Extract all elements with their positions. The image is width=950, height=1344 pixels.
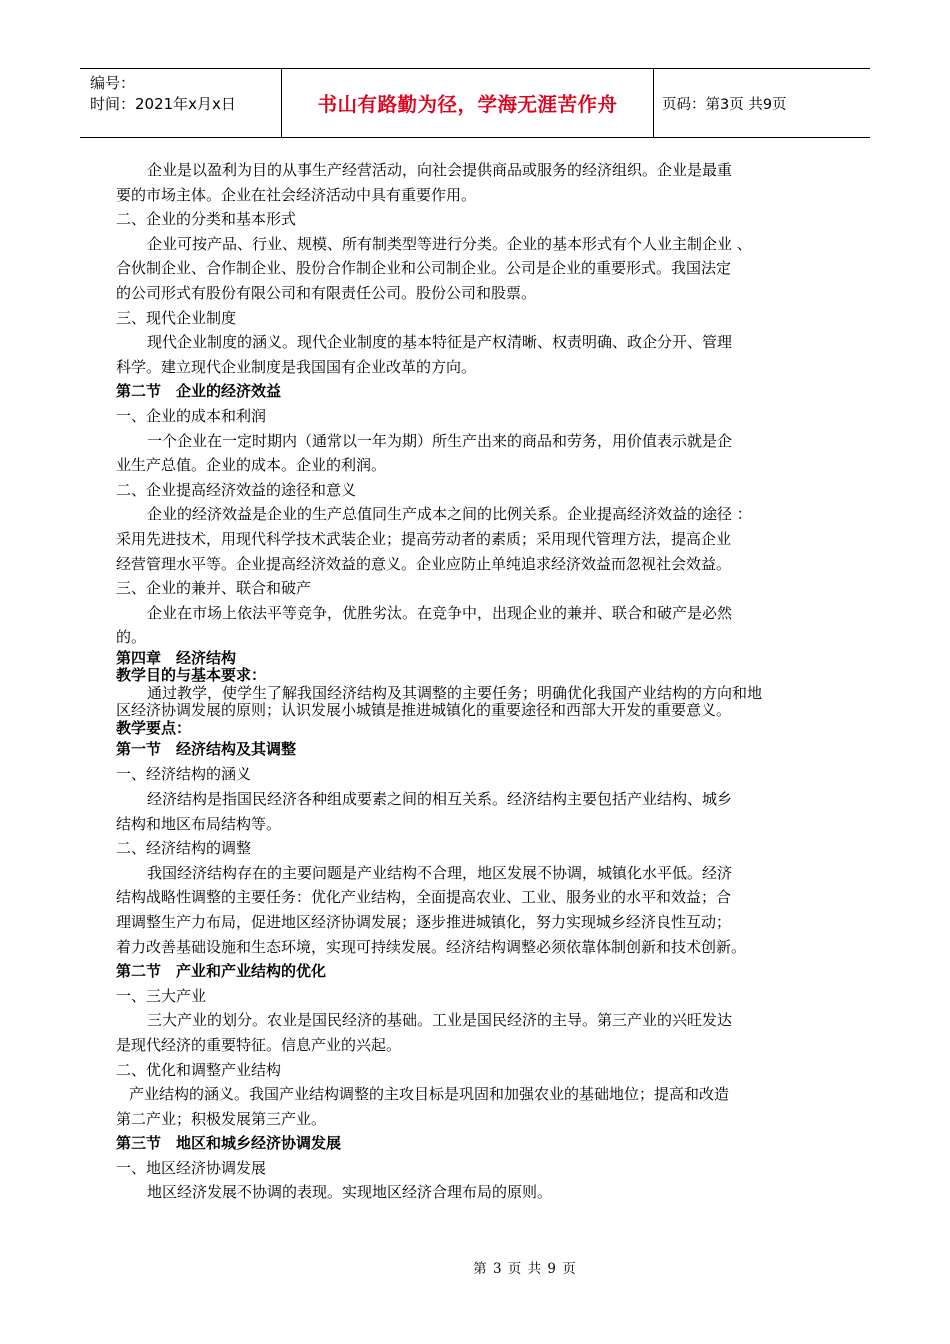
paragraph-line: 采用先进技术，用现代科学技术武装企业；提高劳动者的素质；采用现代管理方法，提高企业: [116, 529, 732, 548]
subheading: 一、三大产业: [116, 986, 207, 1005]
subheading: 一、企业的成本和利润: [116, 406, 267, 425]
header-motto: 书山有路勤为径，学海无涯苦作舟: [282, 69, 654, 137]
document-body: [116, 158, 846, 1205]
subheading: 二、优化和调整产业结构: [116, 1060, 282, 1079]
page-footer: 第 3 页 共 9 页: [473, 1261, 577, 1277]
paragraph-line: 企业的经济效益是企业的生产总值同生产成本之间的比例关系。企业提高经济效益的途径 ：: [147, 505, 752, 524]
subheading: 一、经济结构的涵义: [116, 765, 252, 784]
doc-date-label: 时间：2021年x月x日: [90, 95, 236, 113]
chapter-heading: 第四章 经济结构: [116, 648, 237, 667]
header-meta: [80, 69, 282, 137]
paragraph-line: 一个企业在一定时期内（通常以一年为期）所生产出来的商品和劳务，用价值表示就是企: [147, 431, 733, 450]
subheading: 二、企业的分类和基本形式: [116, 210, 297, 229]
paragraph-line: 科学。建立现代企业制度是我国国有企业改革的方向。: [116, 357, 477, 376]
paragraph-line: 通过教学，使学生了解我国经济结构及其调整的主要任务；明确优化我国产业结构的方向和地: [147, 683, 763, 702]
section-heading: 第二节 企业的经济效益: [116, 382, 282, 401]
subheading: 二、企业提高经济效益的途径和意义: [116, 480, 357, 499]
paragraph-line: 区经济协调发展的原则；认识发展小城镇是推进城镇化的重要途径和西部大开发的重要意义。: [116, 701, 732, 720]
subheading: 三、现代企业制度: [116, 308, 237, 327]
paragraph-line: 合伙制企业、合作制企业、股份合作制企业和公司制企业。公司是企业的重要形式。我国法定: [116, 259, 732, 278]
section-heading: 第三节 地区和城乡经济协调发展: [116, 1134, 342, 1153]
paragraph-line: 现代企业制度的涵义。现代企业制度的基本特征是产权清晰、权责明确、政企分开、管理: [147, 333, 733, 352]
paragraph-line: 是现代经济的重要特征。信息产业的兴起。: [116, 1035, 402, 1054]
paragraph-line: 理调整生产力布局，促进地区经济协调发展；逐步推进城镇化，努力实现城乡经济良性互动；: [116, 912, 732, 931]
doc-code-label: 编号：: [90, 74, 136, 92]
paragraph-line: 产业结构的涵义。我国产业结构调整的主攻目标是巩固和加强农业的基础地位；提高和改造: [129, 1085, 730, 1104]
paragraph-line: 企业是以盈利为目的从事生产经营活动，向社会提供商品或服务的经济组织。企业是最重: [147, 161, 733, 179]
paragraph-line: 着力改善基础设施和生态环境，实现可持续发展。经济结构调整必须依靠体制创新和技术创新。: [116, 937, 747, 956]
paragraph-line: 结构和地区布局结构等。: [116, 814, 282, 833]
subheading: 二、经济结构的调整: [116, 839, 252, 858]
paragraph-line: 经营管理水平等。企业提高经济效益的意义。企业应防止单纯追求经济效益而忽视社会效益。: [116, 554, 732, 573]
section-heading: 第二节 产业和产业结构的优化: [116, 962, 327, 981]
paragraph-line: 结构战略性调整的主要任务：优化产业结构，全面提高农业、工业、服务业的水平和效益；合: [116, 888, 732, 907]
subheading: 三、企业的兼并、联合和破产: [116, 579, 312, 598]
paragraph-line: 的公司形式有股份有限公司和有限责任公司。股份公司和股票。: [116, 283, 537, 302]
paragraph-line: 的。: [116, 628, 147, 647]
section-heading: 教学目的与基本要求：: [116, 666, 267, 685]
section-heading: 第一节 经济结构及其调整: [116, 740, 297, 759]
paragraph-line: 第二产业；积极发展第三产业。: [116, 1109, 327, 1128]
paragraph-line: 我国经济结构存在的主要问题是产业结构不合理，地区发展不协调，城镇化水平低。经济: [147, 863, 733, 882]
paragraph-line: 企业在市场上依法平等竞争，优胜劣汰。在竞争中，出现企业的兼并、联合和破产是必然: [147, 603, 733, 622]
section-heading: 教学要点：: [116, 718, 192, 737]
paragraph-line: 业生产总值。企业的成本。企业的利润。: [116, 456, 387, 475]
paragraph-line: 企业可按产品、行业、规模、所有制类型等进行分类。企业的基本形式有个人业主制企业 、: [147, 234, 752, 253]
page-header: [80, 68, 870, 138]
subheading: 一、地区经济协调发展: [116, 1158, 267, 1177]
paragraph-line: 要的市场主体。企业在社会经济活动中具有重要作用。: [116, 185, 477, 204]
header-page-label: 页码：第3页 共9页: [662, 96, 787, 113]
paragraph-line: 地区经济发展不协调的表现。实现地区经济合理布局的原则。: [147, 1183, 553, 1202]
paragraph-line: 经济结构是指国民经济各种组成要素之间的相互关系。经济结构主要包括产业结构、城乡: [147, 789, 733, 808]
paragraph-line: 三大产业的划分。农业是国民经济的基础。工业是国民经济的主导。第三产业的兴旺发达: [147, 1011, 733, 1030]
